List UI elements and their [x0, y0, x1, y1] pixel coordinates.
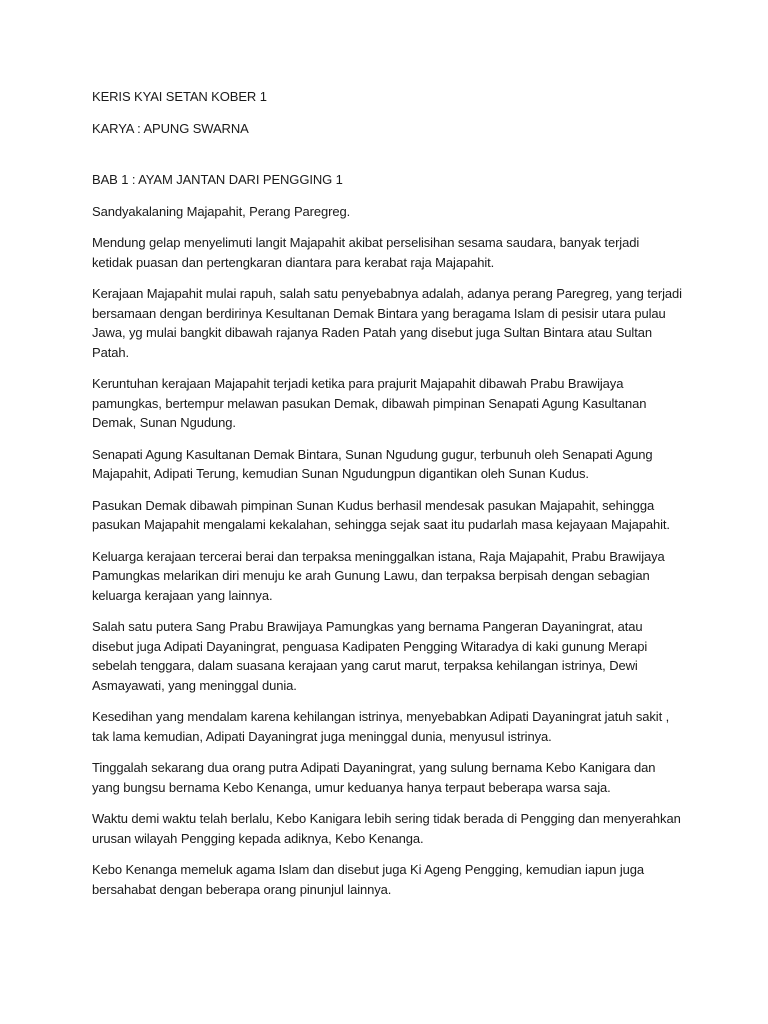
paragraph: Kerajaan Majapahit mulai rapuh, salah satu penyebabnya adalah, adanya perang Paregreg, yang terjadi bersamaan dengan berdirinya Kesultanan Demak Bintara yang beragama Islam di pesisir utara pulau Jawa, yg mulai bangkit dibawah rajanya Raden Patah yang disebut juga Sultan Bintara atau Sultan Patah.	[92, 286, 682, 360]
document-body	[92, 87, 682, 911]
paragraph: Kebo Kenanga memeluk agama Islam dan disebut juga Ki Ageng Pengging, kemudian iapun juga bersahabat dengan beberapa orang pinunjul lainnya.	[92, 862, 645, 897]
paragraph: Salah satu putera Sang Prabu Brawijaya Pamungkas yang bernama Pangeran Dayaningrat, atau disebut juga Adipati Dayaningrat, penguasa Kadipaten Pengging Witaradya di kaki gunung Merapi sebelah tenggara, dalam suasana kerajaan yang carut marut, terpaksa kehilangan istrinya, Dewi Asmayawati, yang meninggal dunia.	[92, 619, 648, 693]
chapter-subtitle: Sandyakalaning Majapahit, Perang Paregreg.	[92, 203, 351, 219]
chapter-heading: BAB 1 : AYAM JANTAN DARI PENGGING 1	[92, 172, 343, 187]
paragraph: Keruntuhan kerajaan Majapahit terjadi ketika para prajurit Majapahit dibawah Prabu Brawijaya pamungkas, bertempur melawan pasukan Demak, dibawah pimpinan Senapati Agung Kasultanan Demak, Sunan Ngudung.	[92, 376, 647, 430]
paragraph: Keluarga kerajaan tercerai berai dan terpaksa meninggalkan istana, Raja Majapahit, Prabu Brawijaya Pamungkas melarikan diri menuju ke arah Gunung Lawu, dan terpaksa berpisah dengan sebagian keluarga kerajaan yang lainnya.	[92, 548, 665, 603]
paragraph: Waktu demi waktu telah berlalu, Kebo Kanigara lebih sering tidak berada di Pengging dan menyerahkan urusan wilayah Pengging kepada adiknya, Kebo Kenanga.	[92, 811, 681, 846]
document-author: KARYA : APUNG SWARNA	[92, 120, 249, 136]
paragraph: Tinggalah sekarang dua orang putra Adipati Dayaningrat, yang sulung bernama Kebo Kanigara dan yang bungsu bernama Kebo Kenanga, umur keduanya hanya terpaut beberapa warsa saja.	[92, 760, 656, 795]
paragraph: Kesedihan yang mendalam karena kehilangan istrinya, menyebabkan Adipati Dayaningrat jatuh sakit , tak lama kemudian, Adipati Dayaningrat juga meninggal dunia, menyusul istrinya.	[92, 709, 670, 744]
document-title: KERIS KYAI SETAN KOBER 1	[92, 89, 267, 104]
paragraph: Senapati Agung Kasultanan Demak Bintara, Sunan Ngudung gugur, terbunuh oleh Senapati Agung Majapahit, Adipati Terung, kemudian Sunan Ngudungpun digantikan oleh Sunan Kudus.	[92, 446, 653, 481]
paragraph: Mendung gelap menyelimuti langit Majapahit akibat perselisihan sesama saudara, banyak terjadi ketidak puasan dan pertengkaran diantara para kerabat raja Majapahit.	[92, 235, 640, 270]
paragraph: Pasukan Demak dibawah pimpinan Sunan Kudus berhasil mendesak pasukan Majapahit, sehingga pasukan Majapahit mengalami kekalahan, sehingga sejak saat itu pudarlah masa kejayaan Majapahit.	[92, 497, 670, 532]
